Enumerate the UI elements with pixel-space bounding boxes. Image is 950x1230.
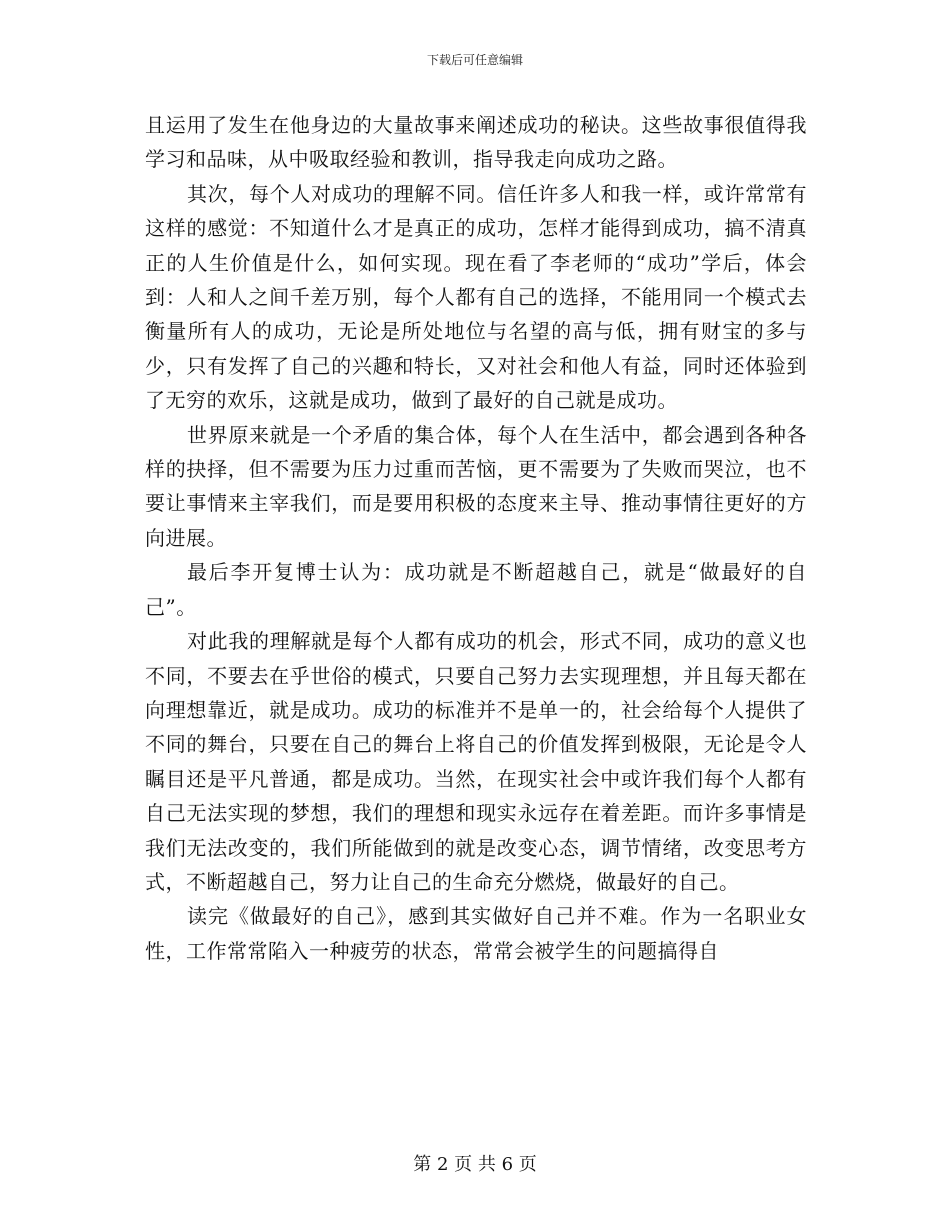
paragraph: 最后李开复博士认为：成功就是不断超越自己，就是“做最好的自己”。 <box>145 560 807 619</box>
page-header: 下载后可任意编辑 <box>426 53 523 67</box>
document-body <box>145 108 807 968</box>
paragraph: 其次，每个人对成功的理解不同。信任许多人和我一样，或许常常有这样的感觉：不知道什么才是真正的成功，怎样才能得到成功，搞不清真正的人生价值是什么，如何实现。现在看了李老师的“成功”学后，体会到：人和人之间千差万别，每个人都有自己的选择，不能用同一个模式去衡量所有人的成功，无论是所处地位与名望的高与低，拥有财宝的多与少，只有发挥了自己的兴趣和特长，又对社会和他人有益，同时还体验到了无穷的欢乐，这就是成功，做到了最好的自己就是成功。 <box>145 181 807 413</box>
paragraph: 世界原来就是一个矛盾的集合体，每个人在生活中，都会遇到各种各样的抉择，但不需要为压力过重而苦恼，更不需要为了失败而哭泣，也不要让事情来主宰我们，而是要用积极的态度来主导、推动事情往更好的方向进展。 <box>145 422 807 550</box>
page-number-footer: 第 2 页 共 6 页 <box>413 1154 537 1175</box>
paragraph: 对此我的理解就是每个人都有成功的机会，形式不同，成功的意义也不同，不要去在乎世俗的模式，只要自己努力去实现理想，并且每天都在向理想靠近，就是成功。成功的标准并不是单一的，社会给每个人提供了不同的舞台，只要在自己的舞台上将自己的价值发挥到极限，无论是令人瞩目还是平凡普通，都是成功。当然，在现实社会中或许我们每个人都有自己无法实现的梦想，我们的理想和现实永远存在着差距。而许多事情是我们无法改变的，我们所能做到的就是改变心态，调节情绪，改变思考方式，不断超越自己，努力让自己的生命充分燃烧，做最好的自己。 <box>145 629 807 894</box>
paragraph-continued: 且运用了发生在他身边的大量故事来阐述成功的秘诀。这些故事很值得我学习和品味，从中吸取经验和教训，指导我走向成功之路。 <box>145 113 807 172</box>
paragraph: 读完《做最好的自己》，感到其实做好自己并不难。作为一名职业女性，工作常常陷入一种疲劳的状态，常常会被学生的问题搞得自 <box>145 904 807 963</box>
